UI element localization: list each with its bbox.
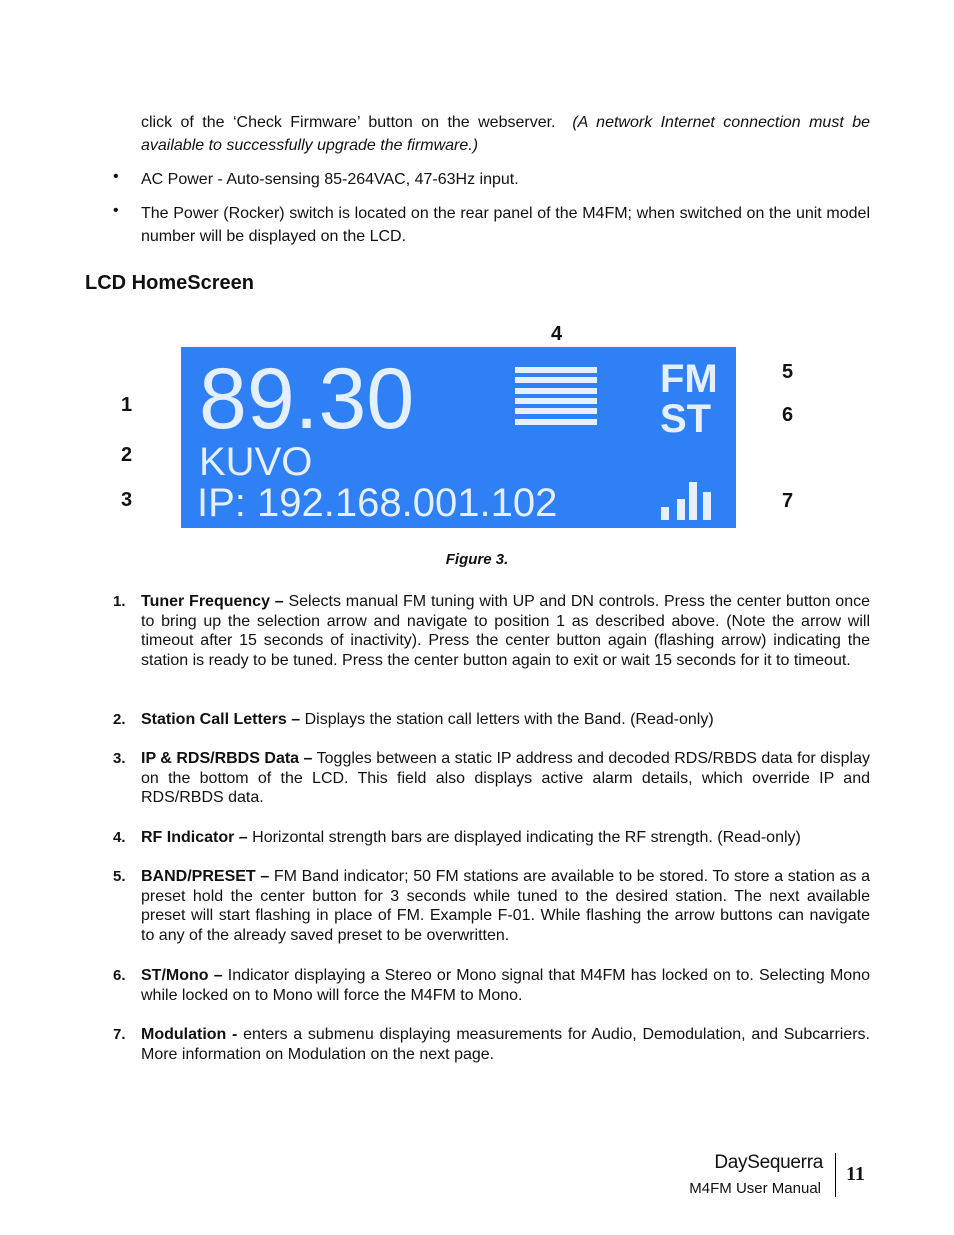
rf-bar	[515, 388, 597, 394]
bullet-2-dot: •	[113, 202, 119, 219]
footer-subtitle: M4FM User Manual	[689, 1180, 821, 1197]
item-label: IP & RDS/RBDS Data –	[141, 750, 313, 767]
callout-7: 7	[782, 490, 794, 512]
callout-2: 2	[121, 444, 133, 466]
firmware-note-italic: (A network Internet connection must be available to successfully upgrade the firmware.)	[141, 114, 870, 154]
item-label: BAND/PRESET –	[141, 868, 270, 885]
callout-5: 5	[782, 361, 794, 383]
lcd-call-letters: KUVO	[199, 440, 313, 484]
rf-bar	[515, 398, 597, 404]
lcd-frequency: 89.30	[199, 351, 415, 447]
rf-bar	[515, 419, 597, 425]
callout-4: 4	[551, 323, 563, 345]
lcd-homescreen	[181, 347, 736, 528]
footer-divider	[835, 1153, 836, 1197]
lcd-stereo: ST	[660, 397, 712, 441]
bullet-ac-power: AC Power - Auto-sensing 85-264VAC, 47-63Hz input.	[141, 171, 519, 188]
callout-1: 1	[121, 394, 133, 416]
lcd-ip-line: IP: 192.168.001.102	[197, 481, 558, 525]
modulation-bar	[677, 499, 685, 520]
lcd-band: FM	[660, 357, 718, 401]
list-item: 1. Tuner Frequency – Selects manual FM tuning with UP and DN controls. Press the center button once to bring up the selection arrow and navigate to position 1 as described above. (Note the arrow will timeout after 15 seconds of inactivity). Press the center button again (flashing arrow) indicating the station is ready to be tuned. Press the center button again to exit or wait 15 seconds for it to timeout.	[113, 593, 871, 670]
item-label: RF Indicator –	[141, 829, 248, 846]
modulation-bars-icon	[661, 482, 721, 520]
bullet-1-dot: •	[113, 168, 119, 185]
list-item: 5. BAND/PRESET – FM Band indicator; 50 FM stations are available to be stored. To store a station as a preset hold the center button for 3 seconds while tuned to the desired station. The next available preset will start flashing in place of FM. Example F-01. While flashing the arrow buttons can navigate to any of the already saved preset to be overwritten.	[113, 868, 870, 945]
modulation-bar	[661, 507, 669, 520]
modulation-bar	[689, 482, 697, 520]
list-item: 3. IP & RDS/RBDS Data – Toggles between a static IP address and decoded RDS/RBDS data for display on the bottom of the LCD. This field also displays active alarm details, which override IP and RDS/RBDS data.	[113, 750, 870, 807]
firmware-note: click of the ‘Check Firmware’ button on the webserver. (A network Internet connection must be available to successfully upgrade the firmware.)	[141, 114, 870, 154]
rf-strength-icon	[515, 367, 597, 429]
bullet-power-switch: The Power (Rocker) switch is located on the rear panel of the M4FM; when switched on the unit model number will be displayed on the LCD.	[141, 205, 870, 245]
list-item: 4. RF Indicator – Horizontal strength bars are displayed indicating the RF strength. (Read-only)	[113, 829, 801, 846]
callout-6: 6	[782, 404, 794, 426]
rf-bar	[515, 408, 597, 414]
item-label: Tuner Frequency –	[141, 593, 284, 610]
figure-caption: Figure 3.	[445, 551, 509, 568]
rf-bar	[515, 367, 597, 373]
item-label: ST/Mono –	[141, 967, 223, 984]
page-number: 11	[846, 1163, 865, 1185]
list-item: 2. Station Call Letters – Displays the station call letters with the Band. (Read-only)	[113, 711, 714, 728]
section-title: LCD HomeScreen	[85, 272, 254, 294]
list-item: 7. Modulation - enters a submenu displaying measurements for Audio, Demodulation, and Subcarriers. More information on Modulation on the next page.	[113, 1026, 871, 1063]
list-item: 6. ST/Mono – Indicator displaying a Stereo or Mono signal that M4FM has locked on to. Selecting Mono while locked on to Mono will force the M4FM to Mono.	[113, 967, 870, 1004]
modulation-bar	[703, 492, 711, 521]
rf-bar	[515, 377, 597, 383]
callout-3: 3	[121, 489, 133, 511]
item-label: Modulation -	[141, 1026, 238, 1043]
footer-brand: DaySequerra	[714, 1152, 823, 1173]
item-label: Station Call Letters –	[141, 711, 301, 728]
